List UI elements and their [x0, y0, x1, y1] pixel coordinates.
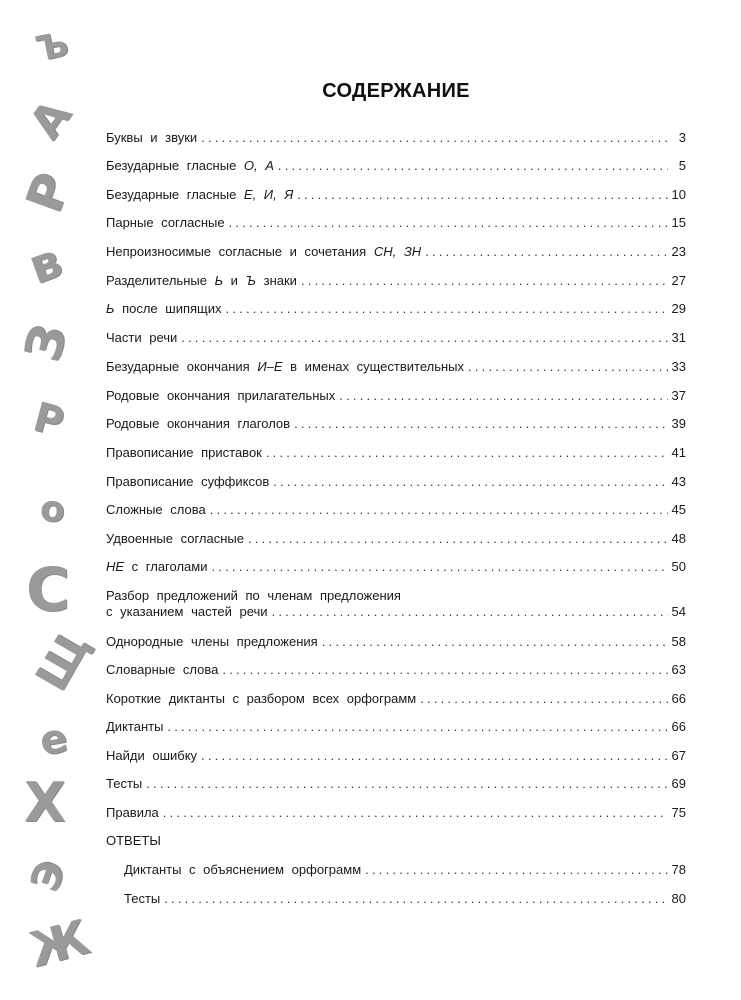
label-text: Удвоенные согласные — [106, 531, 244, 546]
page-number: 15 — [671, 215, 686, 230]
decorative-letter: Э — [22, 854, 76, 898]
toc-entry-label — [124, 862, 361, 878]
toc-entry — [106, 662, 686, 678]
label-text: Безударные гласные — [106, 187, 244, 202]
page-number: 48 — [671, 531, 686, 546]
toc-entry-label — [106, 187, 293, 203]
decorative-letter: Ъ — [32, 24, 72, 70]
toc-entry — [106, 244, 686, 260]
decorative-letter: в — [21, 232, 70, 296]
decorative-letter: З — [13, 318, 79, 368]
dot-leader — [164, 891, 667, 907]
toc-entry — [106, 604, 686, 620]
italic-term: И–Е — [257, 359, 283, 374]
dot-leader — [201, 748, 667, 764]
toc-entry-label — [106, 604, 268, 620]
decorative-letter: С — [26, 555, 71, 625]
toc-entry — [106, 531, 686, 547]
dot-leader — [297, 187, 667, 203]
italic-term: СН, ЗН — [373, 244, 422, 259]
page-number: 54 — [671, 604, 686, 619]
dot-leader — [339, 388, 667, 404]
toc-entry — [106, 805, 686, 821]
page-number: 66 — [671, 719, 686, 734]
dot-leader — [322, 634, 668, 650]
page-number: 37 — [671, 388, 686, 403]
page-number: 66 — [671, 691, 686, 706]
label-text: Парные согласные — [106, 215, 225, 230]
toc-entry-label — [106, 719, 163, 735]
label-text: Родовые окончания глаголов — [106, 416, 291, 431]
page-number: 23 — [671, 244, 686, 259]
toc-entry-label — [106, 502, 206, 518]
page-number: 5 — [678, 158, 686, 173]
toc-entry — [106, 502, 686, 518]
dot-leader — [425, 244, 667, 260]
label-text: Найди ошибку — [106, 748, 198, 763]
dot-leader — [226, 301, 668, 317]
dot-leader — [210, 502, 668, 518]
toc-entry — [106, 559, 686, 575]
page-number: 41 — [671, 445, 686, 460]
dot-leader — [167, 719, 667, 735]
label-text: Правописание суффиксов — [106, 474, 270, 489]
dot-leader — [222, 662, 667, 678]
toc-entry-label — [106, 273, 297, 289]
toc-entry-label — [106, 833, 161, 848]
toc-entry — [106, 474, 686, 490]
label-text: Безударные гласные — [106, 158, 244, 173]
toc-entry-label — [106, 388, 335, 404]
page-number: 39 — [671, 416, 686, 431]
dot-leader — [181, 330, 667, 346]
label-text: Диктанты с объяснением орфограмм — [124, 862, 362, 877]
decorative-letter-strip — [0, 0, 100, 1000]
toc-entry-label — [106, 634, 318, 650]
toc-entry — [106, 748, 686, 764]
decorative-letter: Р — [14, 165, 82, 221]
toc-entry — [106, 634, 686, 650]
toc-entry — [106, 273, 686, 289]
page-number: 43 — [671, 474, 686, 489]
toc-entry — [106, 130, 686, 146]
decorative-letter: Ж — [23, 909, 96, 979]
page-number: 69 — [671, 776, 686, 791]
italic-term: Е, И, Я — [243, 187, 294, 202]
dot-leader — [266, 445, 668, 461]
label-text: Безударные окончания — [106, 359, 258, 374]
toc-entry-label — [106, 130, 197, 146]
toc-entry — [106, 388, 686, 404]
label-text: Непроизносимые согласные и сочетания — [106, 244, 374, 259]
page-number: 58 — [671, 634, 686, 649]
page-number: 63 — [671, 662, 686, 677]
dot-leader — [163, 805, 668, 821]
label-text: и — [223, 273, 246, 288]
page-title: СОДЕРЖАНИЕ — [322, 80, 470, 102]
italic-term: Ь — [214, 273, 224, 288]
toc-entry-label — [106, 359, 464, 375]
label-text: Разбор предложений по членам предложения — [106, 588, 401, 603]
dot-leader — [301, 273, 668, 289]
toc-entry-label — [106, 301, 222, 317]
dot-leader — [273, 474, 667, 490]
toc-entry-label — [106, 748, 197, 764]
italic-term: Ъ — [245, 273, 256, 288]
toc-entry-label — [106, 215, 225, 231]
toc-entry — [106, 215, 686, 231]
toc-entry-label — [106, 474, 269, 490]
page-number: 3 — [678, 130, 686, 145]
toc-entry — [106, 301, 686, 317]
italic-term: О, А — [243, 158, 274, 173]
toc-entry-first-line — [106, 588, 686, 604]
toc-entry-label — [106, 691, 416, 707]
dot-leader — [294, 416, 667, 432]
label-text: после шипящих — [114, 301, 222, 316]
label-text: Правописание приставок — [106, 445, 262, 460]
toc-entry-label — [106, 244, 421, 260]
page-number: 78 — [671, 862, 686, 877]
toc-entry-label — [106, 531, 244, 547]
page-number: 29 — [671, 301, 686, 316]
page-number: 33 — [671, 359, 686, 374]
page-number: 10 — [671, 187, 686, 202]
toc-entry — [124, 862, 686, 878]
dot-leader — [365, 862, 667, 878]
page-number: 80 — [671, 891, 686, 906]
label-text: с указанием частей речи — [106, 604, 268, 619]
toc-entry-label — [106, 416, 290, 432]
toc-entry — [106, 416, 686, 432]
toc-entry — [124, 891, 686, 907]
dot-leader — [420, 691, 667, 707]
label-text: Словарные слова — [106, 662, 219, 677]
page-number: 27 — [671, 273, 686, 288]
decorative-letter: е — [36, 714, 71, 766]
dot-leader — [248, 531, 668, 547]
label-text: Сложные слова — [106, 502, 206, 517]
page-number: 67 — [671, 748, 686, 763]
label-text: Буквы и звуки — [106, 130, 198, 145]
decorative-letter: о — [40, 489, 65, 530]
dot-leader — [272, 604, 668, 620]
label-text: Родовые окончания прилагательных — [106, 388, 336, 403]
page-number: 75 — [671, 805, 686, 820]
dot-leader — [468, 359, 668, 375]
toc-section-heading — [106, 833, 161, 849]
dot-leader — [229, 215, 668, 231]
toc-entry-label — [106, 445, 262, 461]
toc-entry-label — [106, 805, 159, 821]
page-number: 50 — [671, 559, 686, 574]
label-text: Короткие диктанты с разбором всех орфограмм — [106, 691, 417, 706]
decorative-letter: А — [19, 91, 82, 149]
label-text: в именах существительных — [282, 359, 465, 374]
dot-leader — [211, 559, 667, 575]
label-text: Однородные члены предложения — [106, 634, 318, 649]
toc-entry-label — [106, 330, 177, 346]
label-text: Тесты — [124, 891, 161, 906]
label-text: ОТВЕТЫ — [106, 833, 161, 848]
label-text: Тесты — [106, 776, 143, 791]
label-text: знаки — [256, 273, 297, 288]
page-number: 45 — [671, 502, 686, 517]
toc-entry-label — [106, 776, 142, 792]
toc-entry — [106, 691, 686, 707]
toc-entry-label — [106, 662, 218, 678]
label-text: Правила — [106, 805, 159, 820]
toc-entry-label — [106, 158, 274, 174]
italic-term: Ь — [106, 301, 115, 316]
toc-entry-label — [124, 891, 160, 907]
decorative-letter: Щ — [26, 623, 100, 700]
toc-entry — [106, 158, 686, 174]
decorative-letter: Р — [28, 393, 69, 447]
label-text: Разделительные — [106, 273, 215, 288]
label-text: Части речи — [106, 330, 178, 345]
dot-leader — [201, 130, 668, 146]
dot-leader — [278, 158, 668, 174]
decorative-letter: Х — [24, 771, 66, 834]
toc-entry — [106, 359, 686, 375]
dot-leader — [146, 776, 667, 792]
toc-entry-label — [106, 559, 207, 575]
label-text: с глаголами — [124, 559, 208, 574]
toc-entry — [106, 187, 686, 203]
page-number: 31 — [671, 330, 686, 345]
toc-entry — [106, 776, 686, 792]
toc-entry — [106, 719, 686, 735]
italic-term: НЕ — [106, 559, 125, 574]
toc-entry — [106, 330, 686, 346]
label-text: Диктанты — [106, 719, 164, 734]
toc-entry — [106, 445, 686, 461]
